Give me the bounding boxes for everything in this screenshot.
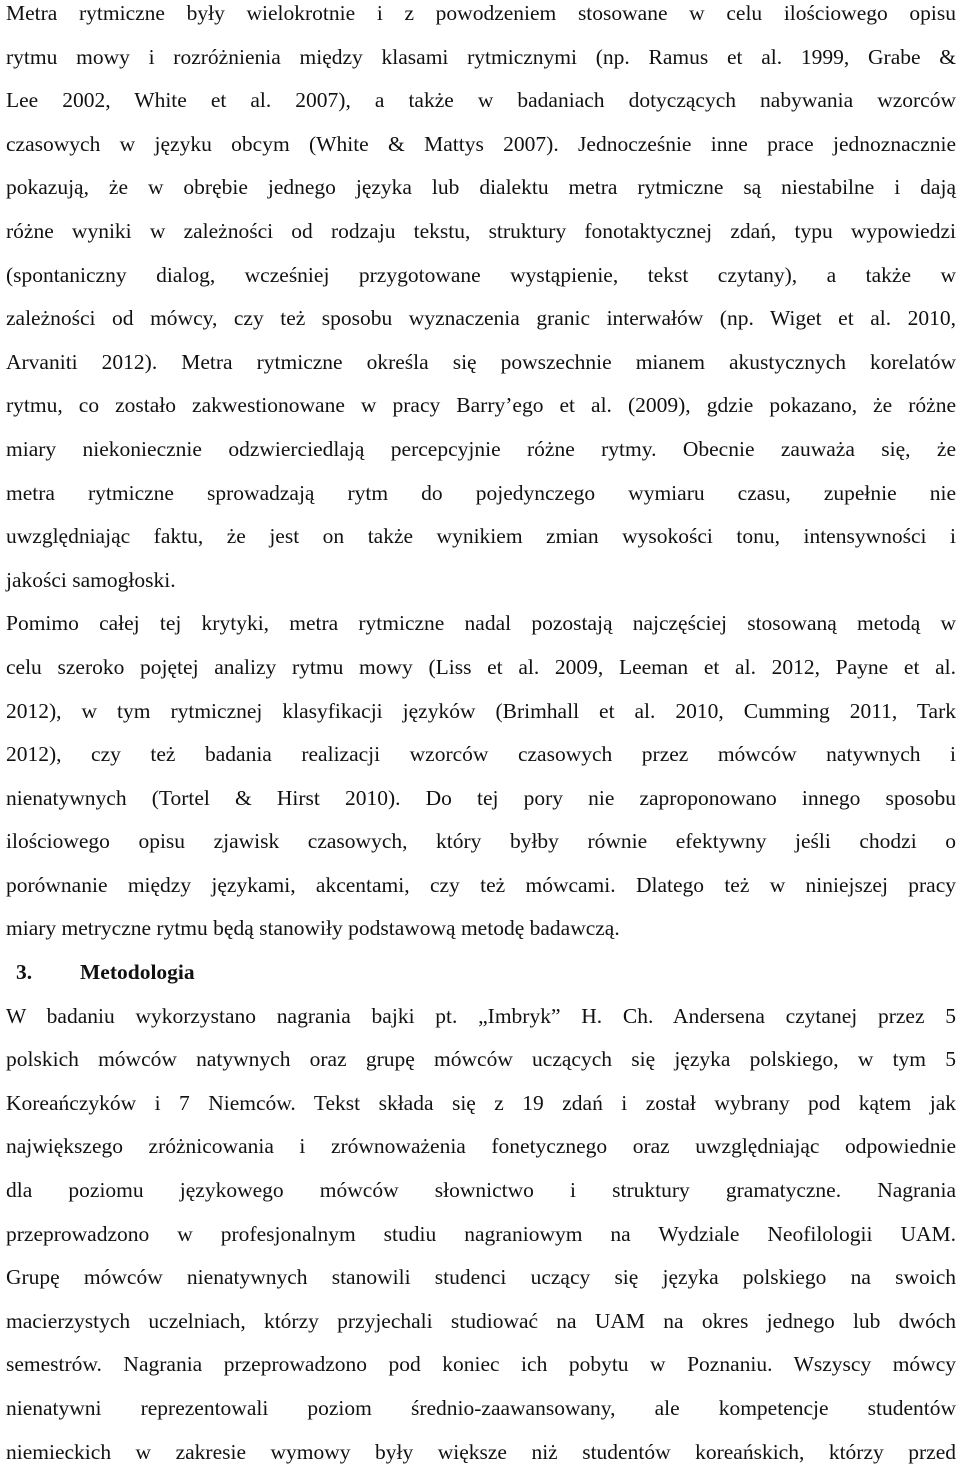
text-line: zależności od mówcy, czy też sposobu wyznaczenia granic interwałów (np. Wiget et al. 2010,	[6, 306, 956, 331]
text-line: dla poziomu językowego mówców słownictwo i struktury gramatyczne. Nagrania	[6, 1178, 956, 1203]
text-line: (spontaniczny dialog, wcześniej przygotowane wystąpienie, tekst czytany), a także w	[6, 262, 956, 287]
text-line: polskich mówców natywnych oraz grupę mówców uczących się języka polskiego, w tym 5	[6, 1047, 956, 1072]
paragraph-methodology	[6, 995, 956, 1474]
text-line: miary niekoniecznie odzwierciedlają percepcyjnie różne rytmy. Obecnie zauważa się, że	[6, 436, 956, 461]
text-line: uwzględniając faktu, że jest on także wynikiem zmian wysokości tonu, intensywności i	[6, 524, 956, 549]
text-line: rytmu, co zostało zakwestionowane w pracy Barry’ego et al. (2009), gdzie pokazano, że różne	[6, 393, 956, 418]
text-line: 2012), czy też badania realizacji wzorców czasowych przez mówców natywnych i	[6, 742, 956, 767]
text-line: Lee 2002, White et al. 2007), a także w badaniach dotyczących nabywania wzorców	[6, 88, 956, 113]
text-line: nienatywni reprezentowali poziom średnio-zaawansowany, ale kompetencje studentów	[6, 1396, 956, 1420]
text-line: przeprowadzono w profesjonalnym studiu nagraniowym na Wydziale Neofilologii UAM.	[6, 1221, 956, 1246]
text-line: macierzystych uczelniach, którzy przyjechali studiować na UAM na okres jednego lub dwóch	[6, 1308, 956, 1333]
text-line: celu szeroko pojętej analizy rytmu mowy (Liss et al. 2009, Leeman et al. 2012, Payne et al.	[6, 654, 956, 679]
section-number: 3.	[16, 960, 33, 985]
text-line: nienatywnych (Tortel & Hirst 2010). Do tej pory nie zaproponowano innego sposobu	[6, 785, 956, 810]
text-line: semestrów. Nagrania przeprowadzono pod koniec ich pobytu w Poznaniu. Wszyscy mówcy	[6, 1352, 956, 1377]
text-line: Pomimo całej tej krytyki, metra rytmiczne nadal pozostają najczęściej stosowaną metodą w	[6, 611, 956, 636]
text-line: największego zróżnicowania i zrównoważenia fonetycznego oraz uwzględniając odpowiednie	[6, 1134, 956, 1159]
text-line: ilościowego opisu zjawisk czasowych, który byłby równie efektywny jeśli chodzi o	[6, 829, 956, 854]
section-heading	[6, 951, 956, 995]
text-line: W badaniu wykorzystano nagrania bajki pt. „Imbryk” H. Ch. Andersena czytanej przez 5	[6, 1003, 956, 1028]
text-line: Koreańczyków i 7 Niemców. Tekst składa się z 19 zdań i został wybrany pod kątem jak	[6, 1090, 956, 1115]
text-line: czasowych w języku obcym (White & Mattys 2007). Jednocześnie inne prace jednoznacznie	[6, 131, 956, 156]
text-line: Arvaniti 2012). Metra rytmiczne określa się powszechnie mianem akustycznych korelatów	[6, 349, 956, 374]
text-line: porównanie między językami, akcentami, czy też mówcami. Dlatego też w niniejszej pracy	[6, 872, 956, 897]
paragraph-criticism	[6, 602, 956, 951]
text-line: miary metryczne rytmu będą stanowiły podstawową metodę badawczą.	[6, 916, 620, 941]
text-line: jakości samogłoski.	[6, 567, 176, 592]
text-line: różne wyniki w zależności od rodzaju tekstu, struktury fonotaktycznej zdań, typu wypowiedzi	[6, 218, 956, 243]
section-title: Metodologia	[80, 960, 195, 985]
text-line: 2012), w tym rytmicznej klasyfikacji języków (Brimhall et al. 2010, Cumming 2011, Tark	[6, 698, 956, 723]
text-line: pokazują, że w obrębie jednego języka lub dialektu metra rytmiczne są niestabilne i dają	[6, 175, 956, 200]
text-line: metra rytmiczne sprowadzają rytm do pojedynczego wymiaru czasu, zupełnie nie	[6, 480, 956, 505]
text-line: Metra rytmiczne były wielokrotnie i z powodzeniem stosowane w celu ilościowego opisu	[6, 1, 956, 25]
text-line: niemieckich w zakresie wymowy były większe niż studentów koreańskich, którzy przed	[6, 1439, 956, 1464]
text-line: Grupę mówców nienatywnych stanowili studenci uczący się języka polskiego na swoich	[6, 1265, 956, 1290]
paragraph-rhythm-metrics	[6, 0, 956, 602]
text-line: rytmu mowy i rozróżnienia między klasami rytmicznymi (np. Ramus et al. 1999, Grabe &	[6, 44, 956, 69]
